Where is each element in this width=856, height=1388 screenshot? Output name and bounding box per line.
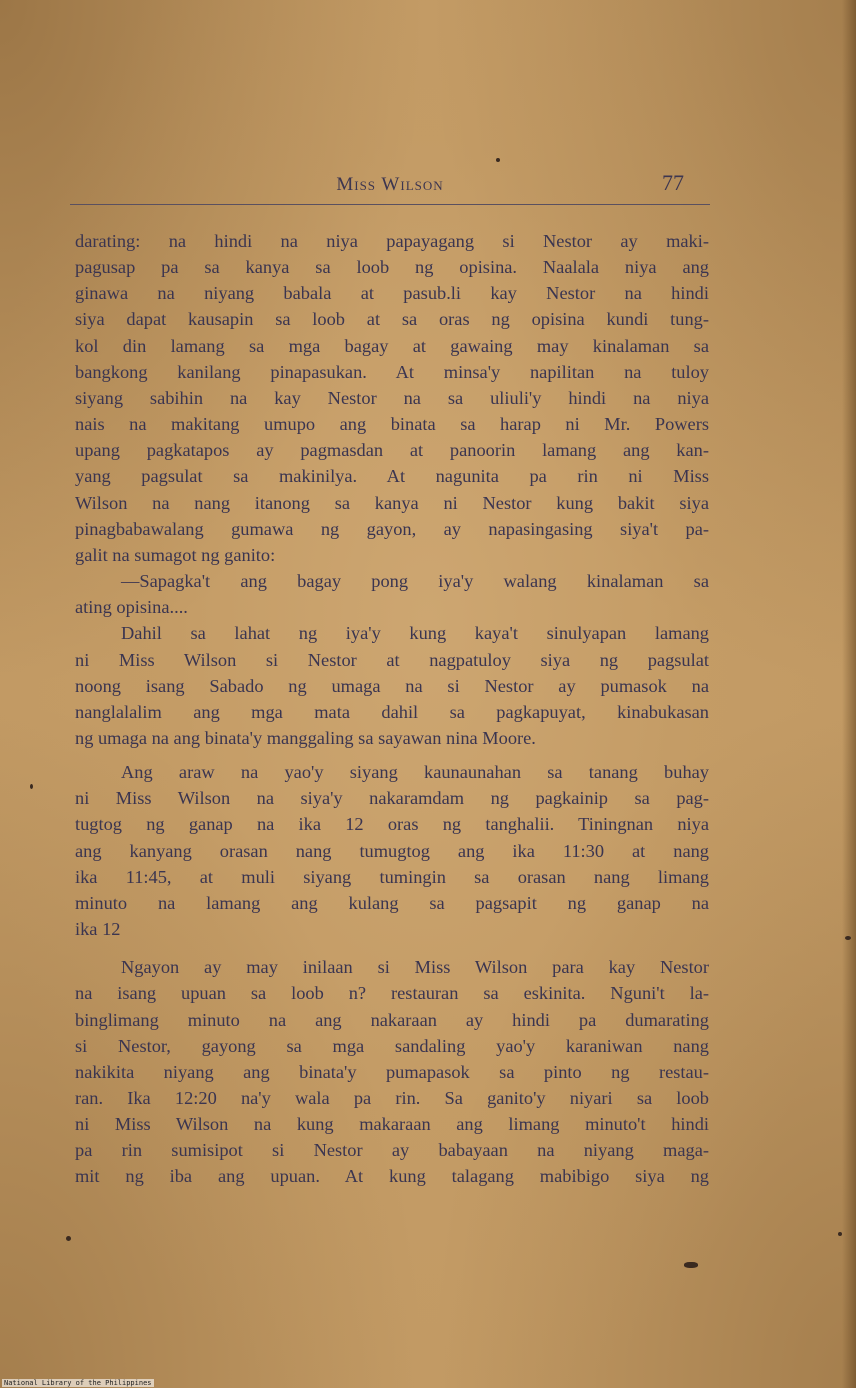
text-line: Ngayon ay may inilaan si Miss Wilson para kay Nestor — [121, 957, 709, 978]
body-text — [75, 228, 709, 1190]
text-line: ginawa na niyang babala at pasub.li kay Nestor na hindi — [75, 283, 709, 304]
text-line: pinagbabawalang gumawa ng gayon, ay napasingasing siya't pa- — [75, 518, 709, 539]
text-line: nakikita niyang ang binata'y pumapasok sa pinto ng restau- — [75, 1061, 709, 1082]
text-line: ika 12 — [75, 919, 121, 940]
page-number: 77 — [662, 170, 684, 195]
library-credit: National Library of the Philippines — [4, 1379, 152, 1387]
paper-speck — [684, 1262, 698, 1268]
text-line: darating: na hindi na niya papayagang si Nestor ay maki- — [75, 231, 709, 251]
text-line: ang kanyang orasan nang tumugtog ang ika 11:30 at nang — [75, 840, 709, 861]
paper-speck — [496, 158, 500, 162]
text-line: siyang sabihin na kay Nestor na sa uliuli'y hindi na niya — [75, 387, 709, 408]
text-line: siya dapat kausapin sa loob at sa oras ng opisina kundi tung- — [75, 309, 709, 330]
paper-speck — [30, 784, 33, 789]
text-line: ating opisina.... — [75, 597, 188, 618]
text-line: kol din lamang sa mga bagay at gawaing may kinalaman sa — [75, 335, 709, 356]
text-line: mit ng iba ang upuan. At kung talagang mabibigo siya ng — [75, 1166, 709, 1187]
paper-speck — [66, 1236, 71, 1241]
text-line: tugtog ng ganap na ika 12 oras ng tanghalii. Tiningnan niya — [75, 814, 709, 835]
text-line: minuto na lamang ang kulang sa pagsapit ng ganap na — [75, 892, 709, 913]
text-line: upang pagkatapos ay pagmasdan at panoorin lamang ang kan- — [75, 440, 709, 461]
text-line: —Sapagka't ang bagay pong iya'y walang kinalaman sa — [121, 571, 709, 592]
text-line: nanglalalim ang mga mata dahil sa pagkapuyat, kinabukasan — [75, 701, 709, 722]
text-line: na isang upuan sa loob n? restauran sa eskinita. Nguni't la- — [75, 983, 709, 1004]
text-line: Dahil sa lahat ng iya'y kung kaya't sinulyapan lamang — [121, 623, 709, 644]
text-line: ni Miss Wilson na siya'y nakaramdam ng pagkainip sa pag- — [75, 788, 709, 809]
text-line: ng umaga na ang binata'y manggaling sa sayawan nina Moore. — [75, 727, 536, 748]
text-line: Ang araw na yao'y siyang kaunaunahan sa tanang buhay — [121, 762, 709, 783]
paper-speck — [845, 936, 851, 940]
text-line: ni Miss Wilson na kung makaraan ang limang minuto't hindi — [75, 1114, 709, 1135]
text-line: pagusap pa sa kanya sa loob ng opisina. Naalala niya ang — [75, 257, 709, 278]
text-line: binglimang minuto na ang nakaraan ay hindi pa dumarating — [75, 1009, 709, 1030]
text-line: yang pagsulat sa makinilya. At nagunita pa rin ni Miss — [75, 466, 709, 487]
text-line: galit na sumagot ng ganito: — [75, 544, 276, 565]
running-title: Miss Wilson — [336, 174, 444, 195]
text-line: noong isang Sabado ng umaga na si Nestor ay pumasok na — [75, 675, 709, 696]
text-line: ika 11:45, at muli siyang tumingin sa orasan nang limang — [75, 866, 709, 887]
text-line: Wilson na nang itanong sa kanya ni Nestor kung bakit siya — [75, 492, 709, 513]
text-line: ran. Ika 12:20 na'y wala pa rin. Sa ganito'y niyari sa loob — [75, 1088, 709, 1108]
page-edge-shadow — [842, 0, 856, 1388]
text-line: si Nestor, gayong sa mga sandaling yao'y karaniwan nang — [75, 1035, 709, 1056]
running-head — [70, 170, 710, 205]
text-line: ni Miss Wilson si Nestor at nagpatuloy siya ng pagsulat — [75, 649, 709, 670]
text-line: bangkong kanilang pinapasukan. At minsa'y napilitan na tuloy — [75, 361, 709, 382]
paper-speck — [838, 1232, 842, 1236]
text-line: pa rin sumisipot si Nestor ay babayaan na niyang maga- — [75, 1140, 709, 1161]
text-line: nais na makitang umupo ang binata sa harap ni Mr. Powers — [75, 414, 709, 435]
